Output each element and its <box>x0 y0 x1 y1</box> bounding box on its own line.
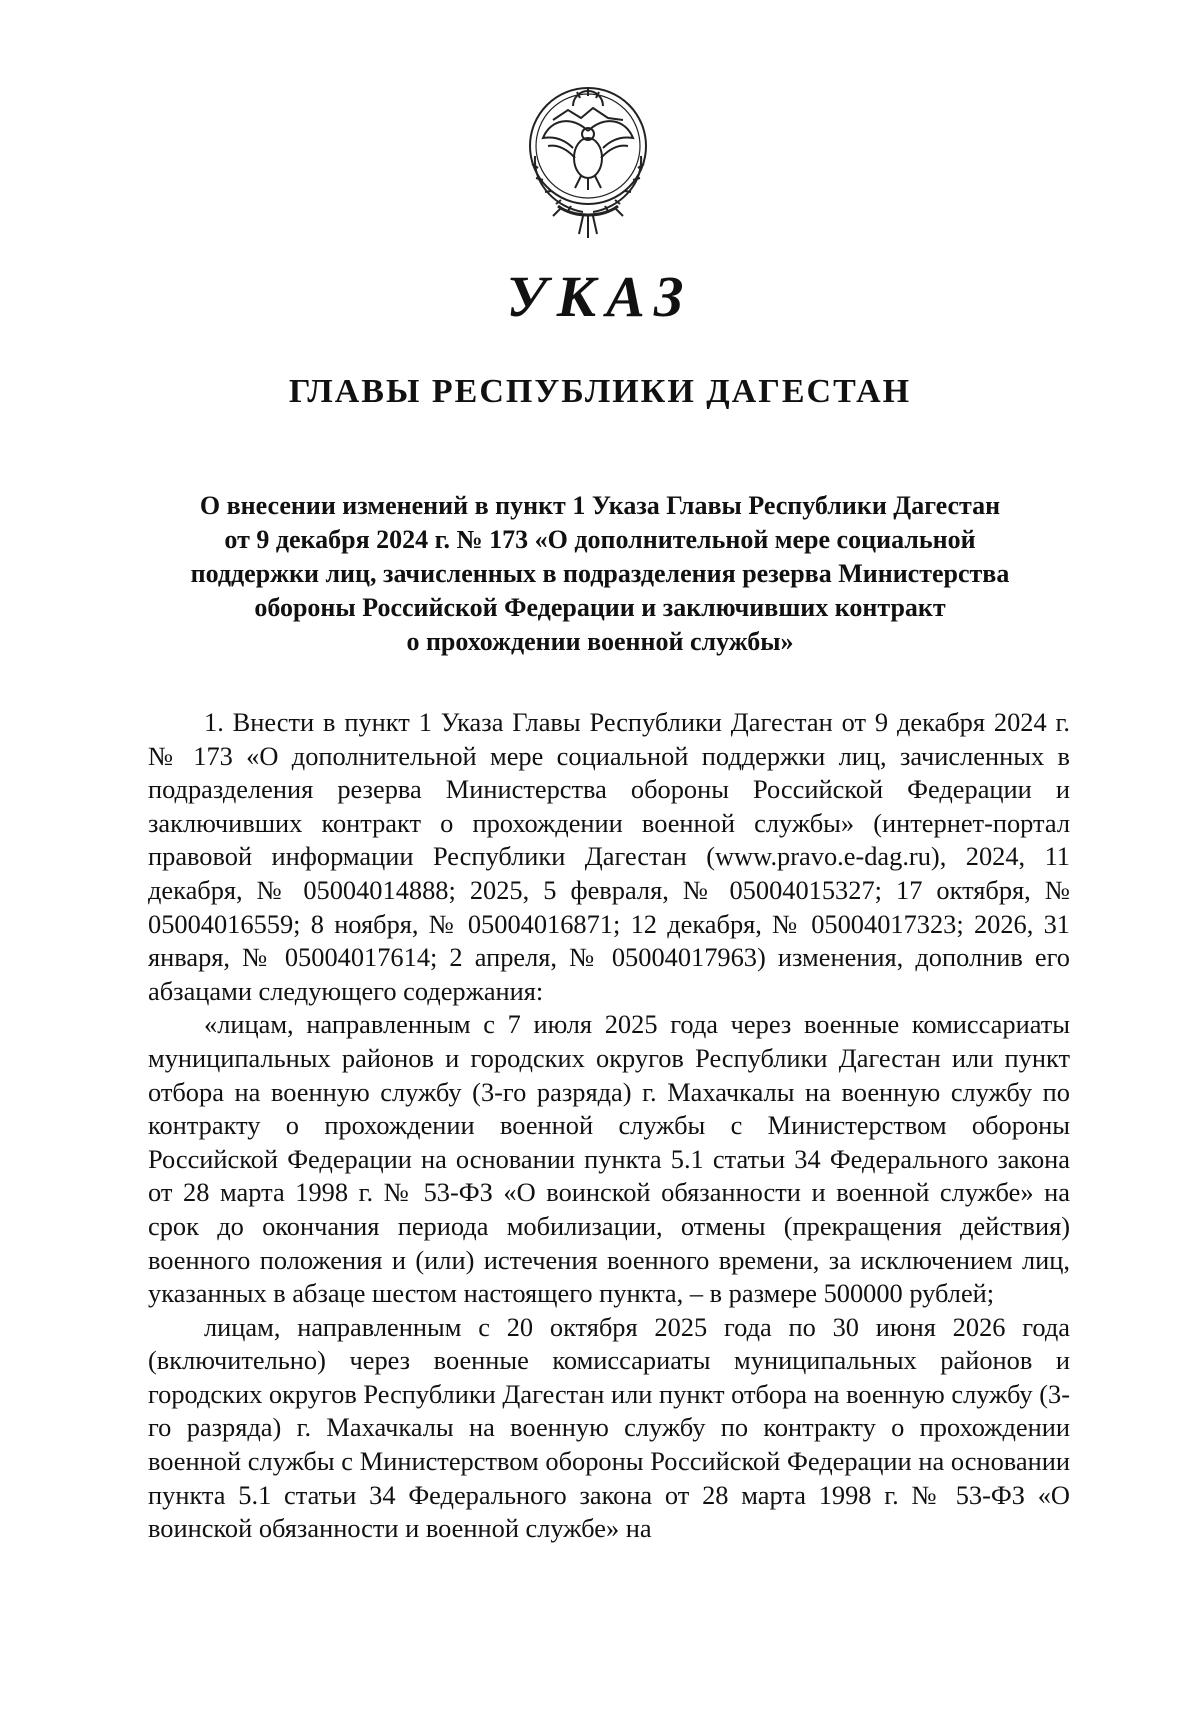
decree-heading <box>150 489 1050 659</box>
dagestan-coat-of-arms-icon <box>513 76 663 246</box>
body-paragraph: 1. Внести в пункт 1 Указа Главы Республики Дагестан от 9 декабря 2024 г. № 173 «О дополнительной мере социальной поддержки лиц, зачисленных в подразделения резерва Министерства обороны Российской Федерации и заключивших контракт о прохождении военной службы» (интернет-портал правовой информации Республики Дагестан (www.pravo.e-dag.ru), 2024, 11 декабря, № 05004014888; 2025, 5 февраля, № 05004015327; 17 октября, № 05004016559; 8 ноября, № 05004016871; 12 декабря, № 05004017323; 2026, 31 января, № 05004017614; 2 апреля, № 05004017963) изменения, дополнив его абзацами следующего содержания: <box>148 707 1070 1006</box>
body-paragraph: «лицам, направленным с 7 июля 2025 года через военные комиссариаты муниципальных районов и городских округов Республики Дагестан или пункт отбора на военную службу (3-го разряда) г. Махачкалы на военную службу по контракту о прохождении военной службы с Министерством обороны Российской Федерации на основании пункта 5.1 статьи 34 Федерального закона от 28 марта 1998 г. № 53-ФЗ «О воинской обязанности и военной службе» на срок до окончания периода мобилизации, отмены (прекращения действия) военного положения и (или) истечения военного времени, за исключением лиц, указанных в абзаце шестом настоящего пункта, – в размере 500000 рублей; <box>148 1009 1070 1309</box>
heading-line: от 9 декабря 2024 г. № 173 «О дополнительной мере социальной <box>224 525 976 554</box>
document-subtitle: ГЛАВЫ РЕСПУБЛИКИ ДАГЕСТАН <box>288 373 912 410</box>
heading-line: о прохождении военной службы» <box>406 627 794 656</box>
decree-body <box>148 706 1070 1546</box>
heading-line: О внесении изменений в пункт 1 Указа Главы Республики Дагестан <box>199 491 1001 520</box>
heading-line: обороны Российской Федерации и заключивших контракт <box>254 593 946 622</box>
document-title: УКАЗ <box>506 264 694 329</box>
body-paragraph: лицам, направленным с 20 октября 2025 года по 30 июня 2026 года (включительно) через военные комиссариаты муниципальных районов и городских округов Республики Дагестан или пункт отбора на военную службу (3-го разряда) г. Махачкалы на военную службу по контракту о прохождении военной службы с Министерством обороны Российской Федерации на основании пункта 5.1 статьи 34 Федерального закона от 28 марта 1998 г. № 53-ФЗ «О воинской обязанности и военной службе» на <box>148 1311 1070 1544</box>
heading-line: поддержки лиц, зачисленных в подразделения резерва Министерства <box>190 559 1010 588</box>
